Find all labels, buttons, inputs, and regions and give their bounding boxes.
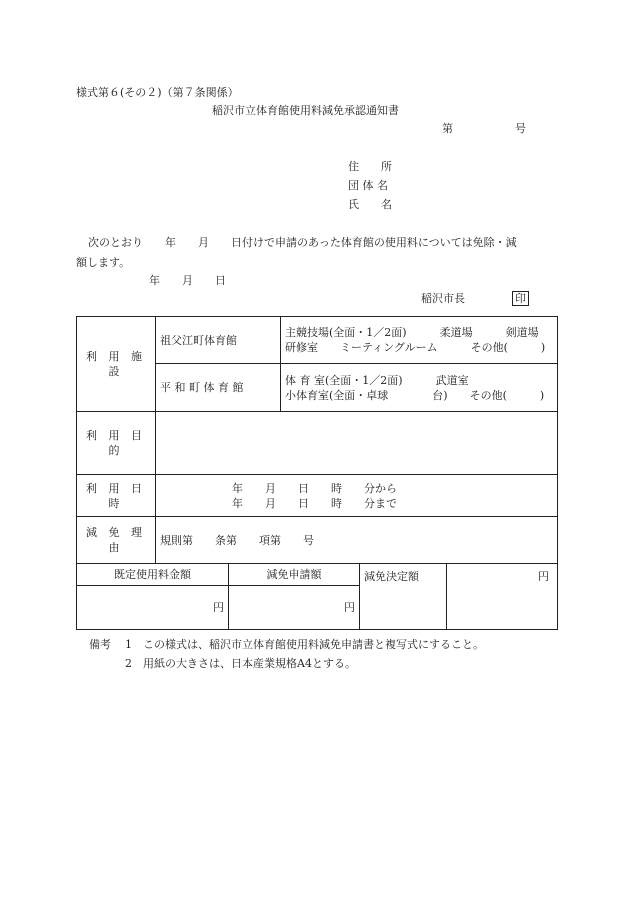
note-1-text: この様式は、稲沢市立体育館使用料減免申請書と複写式にすること。 [143,638,484,651]
reason-label: 減 免 理 由 [77,517,156,564]
facility-label: 利 用 施 設 [77,317,156,412]
venue-sobue-rooms [281,317,558,364]
venue-sobue-name: 祖父江町体育館 [156,317,281,364]
note-2-number: 2 [125,657,132,670]
organization-label: 団 体 名 [348,179,388,192]
datetime-value [156,475,558,517]
name-label: 氏 名 [348,198,392,211]
datetime-from: 年 月 日 時 分から [232,481,397,495]
doc-number-suffix: 号 [515,122,526,135]
notice-date: 年 月 日 [149,274,226,287]
fee-requested-yen: 円 [229,586,360,630]
form-number: 様式第６(その２)（第７条関係） [76,86,239,99]
purpose-label: 利 用 目 的 [77,412,156,475]
purpose-value [156,412,558,475]
seal-mark [512,291,529,306]
datetime-label: 利 用 日 時 [77,475,156,517]
issuer-name: 稲沢市長 [421,292,465,305]
reason-value: 規則第 条第 項第 号 [156,517,558,564]
application-table [76,316,558,630]
datetime-until: 年 月 日 時 分まで [232,496,397,510]
document-title: 稲沢市立体育館使用料減免承認通知書 [212,104,399,117]
note-2-text: 用紙の大きさは、日本産業規格A4とする。 [143,657,356,670]
doc-number-prefix: 第 [442,122,453,135]
venue-sobue-rooms-line2: 研修室 ミーティングルーム その他( ) [285,341,546,354]
address-label: 住 所 [348,160,392,173]
venue-heiwa-rooms [281,364,558,412]
fee-decided-label: 減免決定額 [360,564,447,630]
fee-standard-label: 既定使用料金額 [77,564,229,586]
venue-heiwa-name: 平 和 町 体 育 館 [156,364,281,412]
note-1-number: 1 [125,638,132,651]
fee-requested-label: 減免申請額 [229,564,360,586]
venue-heiwa-rooms-line2: 小体育室(全面・卓球 台) その他( ) [285,388,545,402]
venue-sobue-rooms-line1: 主競技場(全面・1／2面) 柔道場 剣道場 [285,326,539,339]
notes-label: 備考 [89,638,111,651]
seal-text: 印 [512,291,529,306]
body-text-line2: 額します。 [76,256,131,269]
fee-decided-yen: 円 [447,564,558,630]
fee-standard-yen: 円 [77,586,229,630]
body-text-line1: 次のとおり 年 月 日付けで申請のあった体育館の使用料については免除・減 [88,236,517,249]
venue-heiwa-rooms-line1: 体 育 室(全面・1／2面) 武道室 [285,373,469,387]
